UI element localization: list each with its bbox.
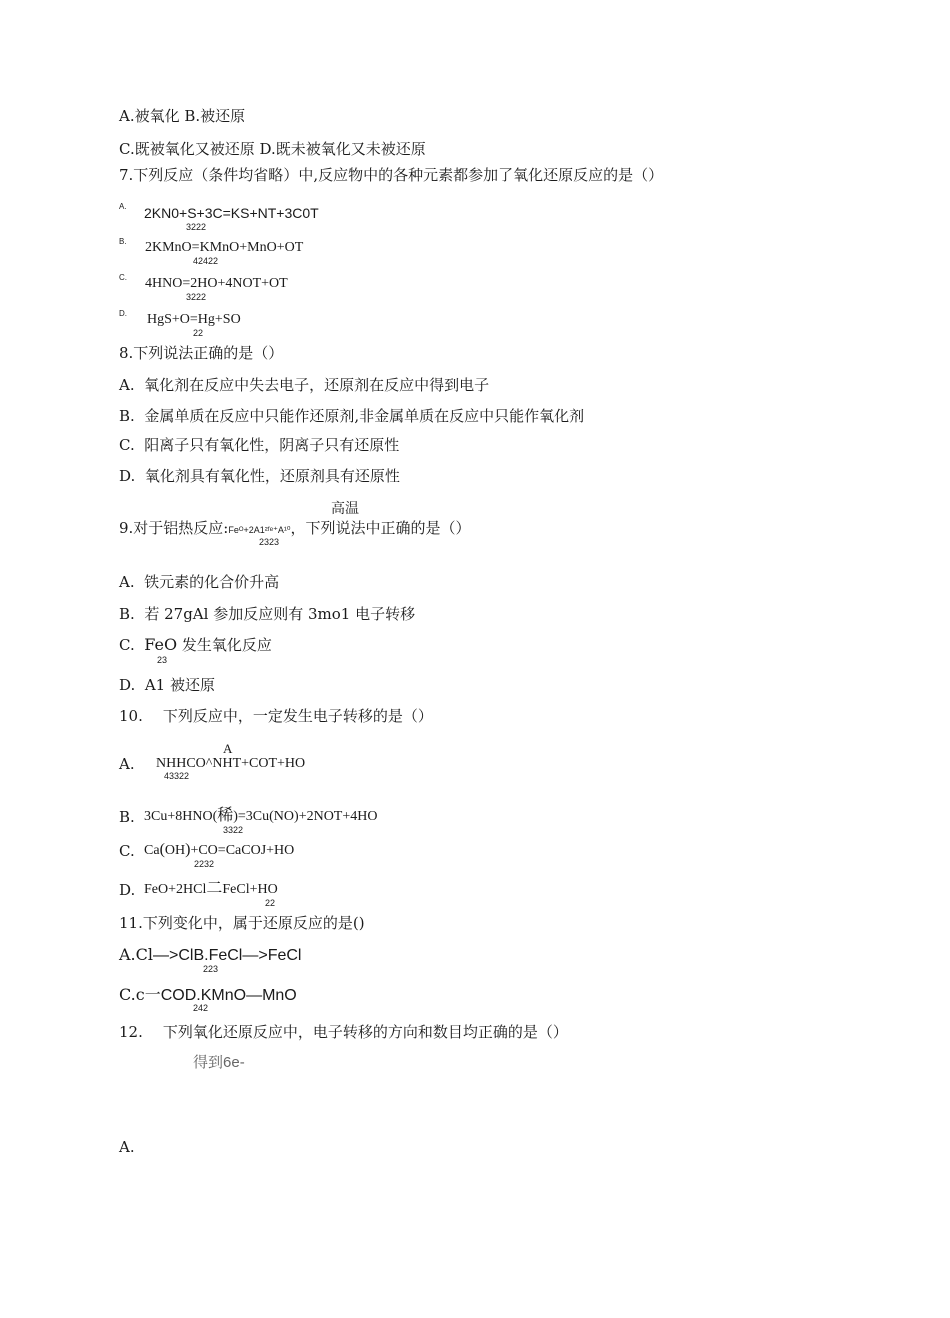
q10-number: 10.	[119, 707, 143, 725]
q10-c-equation-post: +CO=CaCOJ+HO	[190, 843, 295, 858]
q12-gain-word: 得到	[193, 1053, 224, 1071]
q9-equation: Feᴼ+2A1²ᶠᵉ⁺A¹⁰	[228, 525, 291, 535]
q9-stem	[119, 519, 471, 539]
q8-option-a-letter: A.	[119, 376, 135, 394]
q8-option-d-letter: D.	[119, 467, 136, 485]
q9-stem-pre: 9.对于铝热反应:	[119, 519, 229, 537]
q8-option-c-letter: C.	[119, 436, 135, 454]
q10-d-equals-sign: 二	[206, 880, 223, 897]
q11-line1-subscripts: 223	[203, 964, 219, 974]
q9-option-d-text: A1 被还原	[144, 676, 215, 694]
q10-c-equation: Ca(OH)+CO=CaCOJ+HO	[144, 841, 295, 858]
q8-stem: 8.下列说法正确的是（）	[119, 344, 284, 362]
q9-option-a-letter: A.	[119, 573, 135, 591]
q10-c-subscripts: 2232	[194, 859, 215, 869]
q10-d-subscripts: 22	[265, 898, 276, 908]
q8-option-d	[119, 467, 400, 485]
q8-option-c-text: 阳离子只有氧化性，阴离子只有还原性	[144, 436, 400, 454]
q9-option-c-subscripts: 23	[157, 655, 168, 665]
q6-options-cd: C.既被氧化又被还原 D.既未被氧化又未被还原	[119, 140, 426, 158]
q10-b-equation	[144, 808, 377, 825]
q7-option-d-letter: D.	[119, 309, 127, 318]
q10-d-equation-pre: FeO+2HCl	[144, 882, 207, 897]
q7-option-c-subscripts: 3222	[186, 292, 207, 302]
q9-option-c	[119, 636, 272, 654]
q10-d-letter: D.	[119, 881, 136, 899]
q10-b-equation-pre: 3Cu+8HNO(	[144, 809, 218, 824]
q8-option-c	[119, 436, 399, 454]
q8-option-b-text: 金属单质在反应中只能作还原剂,非金属单质在反应中只能作氧化剂	[144, 407, 585, 425]
q10-a-letter: A.	[119, 755, 135, 773]
q9-option-b	[119, 605, 415, 623]
q10-c-letter: C.	[119, 842, 135, 860]
q10-a-equation: NHHCO^NHT+COT+HO	[156, 756, 306, 771]
q12-option-a: A.	[119, 1138, 135, 1156]
q10-b-letter: B.	[119, 808, 135, 826]
q12-number: 12.	[119, 1023, 143, 1041]
q7-option-d-equation: HgS+O=Hg+SO	[147, 312, 241, 327]
q11-line2-post: 一COD.KMnO—MnO	[144, 987, 297, 1004]
q11-stem: 11.下列变化中，属于还原反应的是()	[119, 914, 365, 932]
q10-b-dilute: 稀	[217, 807, 234, 824]
q10-c-equation-mid: OH	[164, 843, 186, 858]
q10-d-equation-post: FeCl+HO	[222, 882, 278, 897]
q7-option-b-equation: 2KMnO=KMnO+MnO+OT	[145, 240, 304, 255]
q7-option-c-letter: C.	[119, 273, 127, 282]
q9-subscripts: 2323	[259, 537, 280, 547]
q9-option-c-formula: FeO	[144, 635, 178, 654]
q8-option-b	[119, 407, 584, 425]
q7-option-b-subscripts: 42422	[193, 256, 219, 266]
q11-line2-subscripts: 242	[193, 1003, 209, 1013]
q9-option-a	[119, 573, 279, 591]
q10-a-condition: A	[223, 741, 233, 756]
q8-option-a	[119, 376, 489, 394]
q10-stem	[119, 707, 433, 725]
q9-option-b-letter: B.	[119, 605, 135, 623]
q10-a-subscripts: 43322	[164, 771, 190, 781]
q9-option-a-text: 铁元素的化合价升高	[144, 573, 280, 591]
q7-option-a-letter: A.	[119, 202, 127, 211]
q10-d-equation	[144, 881, 278, 898]
q8-option-b-letter: B.	[119, 407, 135, 425]
q7-option-d-subscripts: 22	[193, 328, 204, 338]
q6-options-ab: A.被氧化 B.被还原	[119, 107, 246, 125]
q9-option-b-text: 若 27gAl 参加反应则有 3mo1 电子转移	[144, 605, 416, 623]
q9-stem-post: ，下列说法中正确的是（）	[290, 519, 471, 537]
q8-option-d-text: 氧化剂具有氧化性，还原剂具有还原性	[144, 467, 400, 485]
q7-stem: 7.下列反应（条件均省略）中,反应物中的各种元素都参加了氧化还原反应的是（）	[119, 166, 664, 184]
q9-condition: 高温	[331, 500, 359, 516]
q10-stem-text: 下列反应中，一定发生电子转移的是（）	[162, 707, 433, 725]
q11-line1-post: —>ClB.FeCl—>FeCl	[153, 947, 302, 964]
q10-c-equation-pre: Ca	[144, 843, 160, 858]
q10-b-equation-post: )=3Cu(NO)+2NOT+4HO	[233, 809, 378, 824]
q7-option-a-equation: 2KN0+S+3C=KS+NT+3C0T	[144, 205, 319, 221]
q9-option-c-letter: C.	[119, 636, 135, 654]
q9-option-c-text: 发生氧化反应	[181, 636, 272, 654]
q10-b-subscripts: 3322	[223, 825, 244, 835]
q11-line2-pre: C.c	[119, 985, 145, 1004]
q7-option-c-equation: 4HNO=2HO+4NOT+OT	[145, 276, 288, 291]
q11-line1	[119, 946, 301, 965]
q11-line1-pre: A.Cl	[119, 945, 153, 964]
q8-option-a-text: 氧化剂在反应中失去电子，还原剂在反应中得到电子	[144, 376, 490, 394]
q7-option-b-letter: B.	[119, 237, 127, 246]
q12-stem	[119, 1023, 568, 1041]
q12-gain-electrons: 6e-	[223, 1054, 245, 1071]
q12-stem-text: 下列氧化还原反应中，电子转移的方向和数目均正确的是（）	[162, 1023, 568, 1041]
q9-option-d	[119, 676, 215, 694]
q7-option-a-subscripts: 3222	[186, 222, 207, 232]
q9-option-d-letter: D.	[119, 676, 136, 694]
q12-electron-gain-label	[193, 1053, 245, 1072]
